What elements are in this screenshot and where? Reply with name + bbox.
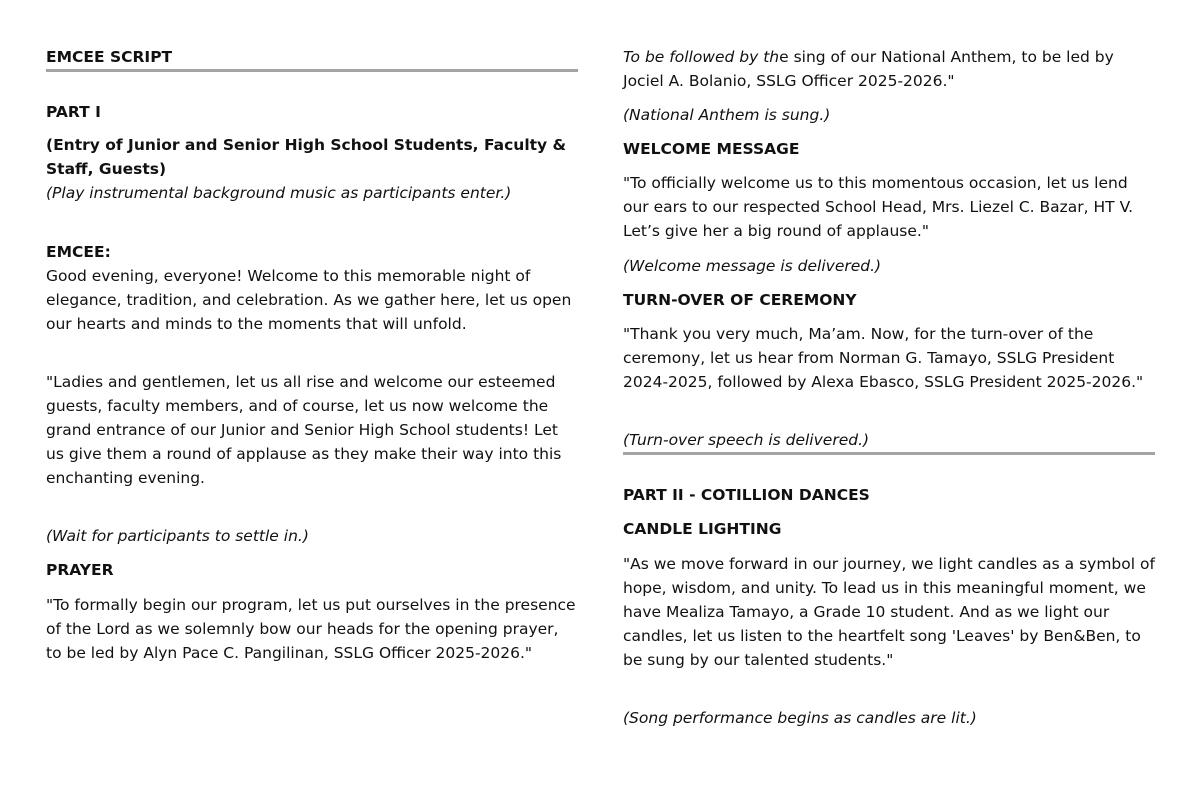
part1-heading: PART I	[46, 103, 101, 121]
settle-stage-note: (Wait for participants to settle in.)	[46, 527, 309, 545]
part1-block	[46, 100, 578, 124]
welcome-text-block	[623, 171, 1155, 243]
document-title-block	[46, 45, 578, 69]
welcome-heading-block	[623, 137, 1155, 161]
welcome-entrance-text: "Ladies and gentlemen, let us all rise and welcome our esteemed guests, faculty members, and of course, let us now welcome the grand entrance of our Junior and Senior High School students! Let us give them a round of applause as they make their way into this enchanting evening.	[46, 373, 562, 487]
welcome-message-heading: WELCOME MESSAGE	[623, 140, 800, 158]
document-title: EMCEE SCRIPT	[46, 48, 173, 66]
anthem-italic-prefix: To be followed by th	[623, 48, 780, 66]
settle-block	[46, 524, 578, 548]
turnover-note-block	[623, 428, 1155, 452]
emcee-block	[46, 240, 578, 336]
emcee-greeting: Good evening, everyone! Welcome to this memorable night of elegance, tradition, and celebration. As we gather here, let us open our hearts and minds to the moments that will unfold.	[46, 267, 572, 333]
prayer-block	[46, 558, 578, 582]
emcee-label: EMCEE:	[46, 243, 111, 261]
turnover-text-block	[623, 322, 1155, 394]
anthem-text	[623, 45, 1155, 93]
entry-heading: (Entry of Junior and Senior High School Students, Faculty & Staff, Guests)	[46, 136, 567, 178]
turnover-heading: TURN-OVER OF CEREMONY	[623, 291, 857, 309]
part2-heading: PART II - COTILLION DANCES	[623, 486, 870, 504]
entrance-block	[46, 370, 578, 490]
candle-note-block	[623, 706, 1155, 730]
candle-heading-block	[623, 517, 1155, 541]
anthem-stage-note: (National Anthem is sung.)	[623, 106, 831, 124]
part2-block	[623, 483, 1155, 507]
candle-text-block	[623, 552, 1155, 672]
candle-lighting-heading: CANDLE LIGHTING	[623, 520, 782, 538]
part-divider	[623, 452, 1155, 455]
candle-stage-note: (Song performance begins as candles are lit.)	[623, 709, 977, 727]
anthem-note-block	[623, 103, 1155, 127]
welcome-stage-note: (Welcome message is delivered.)	[623, 257, 882, 275]
turnover-text: "Thank you very much, Ma’am. Now, for the turn-over of the ceremony, let us hear from Norman G. Tamayo, SSLG President 2024-2025, followed by Alexa Ebasco, SSLG President 2025-2026."	[623, 325, 1144, 391]
anthem-text-rest: e sing of our National Anthem, to be led by Jociel A. Bolanio, SSLG Officer 2025-2026."	[623, 48, 1114, 90]
welcome-message-text: "To officially welcome us to this momentous occasion, let us lend our ears to our respected School Head, Mrs. Liezel C. Bazar, HT V. Let’s give her a big round of applause."	[623, 174, 1134, 240]
entry-stage-note: (Play instrumental background music as participants enter.)	[46, 184, 512, 202]
entry-block	[46, 133, 578, 205]
candle-lighting-text: "As we move forward in our journey, we light candles as a symbol of hope, wisdom, and unity. To lead us in this meaningful moment, we have Mealiza Tamayo, a Grade 10 student. And as we light our candles, let us listen to the heartfelt song 'Leaves' by Ben&Ben, to be sung by our talented students."	[623, 555, 1155, 669]
title-divider	[46, 69, 578, 72]
welcome-note-block	[623, 254, 1155, 278]
turnover-heading-block	[623, 288, 1155, 312]
anthem-block	[623, 45, 1155, 93]
prayer-text-block	[46, 593, 578, 665]
turnover-stage-note: (Turn-over speech is delivered.)	[623, 431, 870, 449]
prayer-heading: PRAYER	[46, 561, 114, 579]
prayer-text: "To formally begin our program, let us put ourselves in the presence of the Lord as we solemnly bow our heads for the opening prayer, to be led by Alyn Pace C. Pangilinan, SSLG Officer 2025-2026."	[46, 596, 576, 662]
